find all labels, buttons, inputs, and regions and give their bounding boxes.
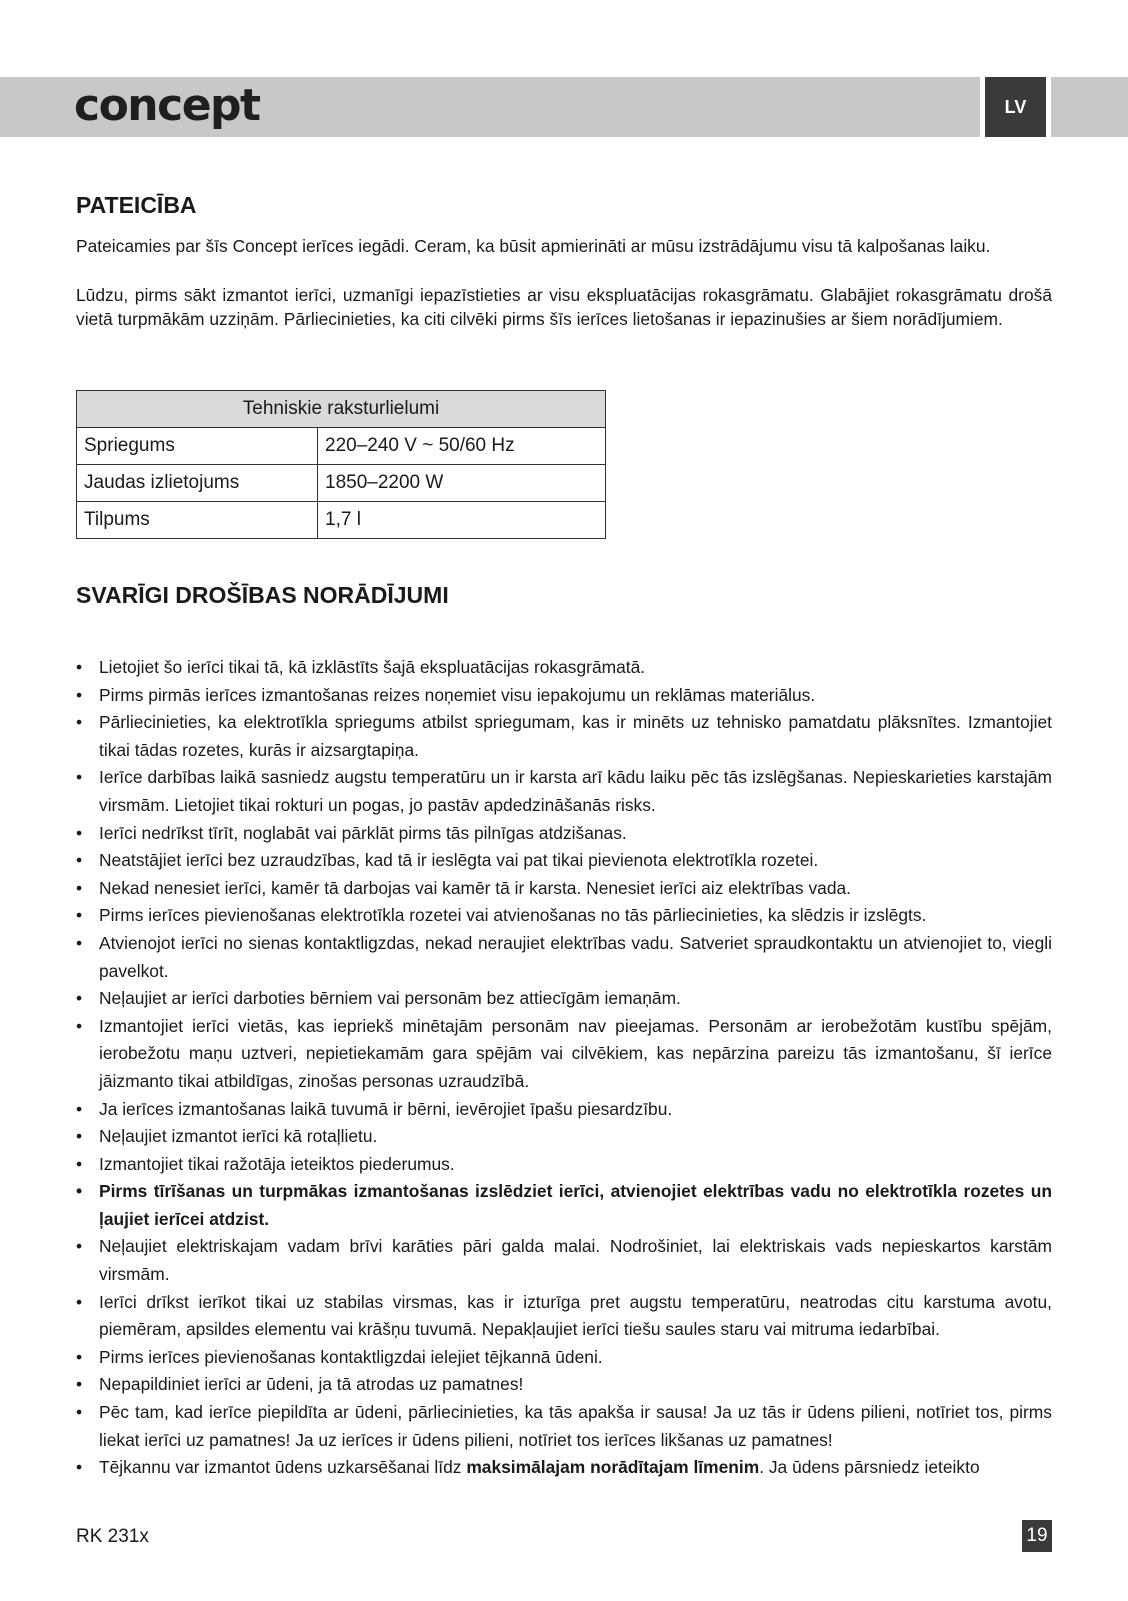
list-item: • Neļaujiet ar ierīci darboties bērniem vai personām bez attiecīgām iemaņām. <box>76 985 1052 1013</box>
list-item: • Pārliecinieties, ka elektrotīkla spriegums atbilst spriegumam, kas ir minēts uz tehnisko pamatdatu plāksnītes. Izmantojiet tikai tādas rozetes, kurās ir aizsargtapiņa. <box>76 709 1052 764</box>
list-item: • Lietojiet šo ierīci tikai tā, kā izklāstīts šajā ekspluatācijas rokasgrāmatā. <box>76 654 1052 682</box>
list-item: • Izmantojiet tikai ražotāja ieteiktos piederumus. <box>76 1151 1052 1179</box>
page-number: 19 <box>1022 1520 1052 1552</box>
list-item: • Ierīci drīkst ierīkot tikai uz stabilas virsmas, kas ir izturīga pret augstu temperatūru, neatrodas citu karstuma avotu, piemēram, apsildes elementu vai krāšņu tuvumā. Nepakļaujiet ierīci tiešu saules staru vai mitruma iedarbībai. <box>76 1289 1052 1344</box>
language-badge: LV <box>980 77 1051 137</box>
last-item-bold: maksimālajam norādītajam līmenim <box>466 1457 760 1478</box>
list-item: • Pēc tam, kad ierīce piepildīta ar ūdeni, pārliecinieties, ka tās apakša ir sausa! Ja uz tās ir ūdens pilieni, notīriet tos, pirms liekat ierīci uz pamatnes! Ja uz ierīces ir ūdens pilieni, notīriet tos ierīces likšanas uz pamatnes! <box>76 1399 1052 1454</box>
list-item-last <box>76 1454 1052 1482</box>
thanks-paragraph-1: Pateicamies par šīs Concept ierīces iegādi. Ceram, ka būsit apmierināti ar mūsu izstrādājumu visu tā kalpošanas laiku. <box>76 236 991 256</box>
list-item: • Ierīci nedrīkst tīrīt, noglabāt vai pārklāt pirms tās pilnīgas atdzišanas. <box>76 820 1052 848</box>
list-item: • Ierīce darbības laikā sasniedz augstu temperatūru un ir karsta arī kādu laiku pēc tās izslēgšanas. Nepieskarieties karstajām virsmām. Lietojiet tikai rokturi un pogas, jo pastāv apdedzināšanās risks. <box>76 764 1052 819</box>
thanks-section <box>76 192 1052 219</box>
safety-section <box>76 582 1052 609</box>
thanks-p1-wrap <box>76 234 1052 258</box>
concept-logo: concept <box>74 80 260 131</box>
list-item-bold: • Pirms tīrīšanas un turpmākas izmantošanas izslēdziet ierīci, atvienojiet elektrības vadu no elektrotīkla rozetes un ļaujiet ierīcei atdzist. <box>76 1178 1052 1233</box>
table-row <box>77 428 606 465</box>
list-item: • Nepapildiniet ierīci ar ūdeni, ja tā atrodas uz pamatnes! <box>76 1371 1052 1399</box>
spec-value: 220–240 V ~ 50/60 Hz <box>318 428 606 465</box>
spec-label: Spriegums <box>77 428 318 465</box>
table-row <box>77 465 606 502</box>
list-item: • Ja ierīces izmantošanas laikā tuvumā ir bērni, ievērojiet īpašu piesardzību. <box>76 1096 1052 1124</box>
safety-list <box>76 654 1052 1482</box>
last-item-end: . Ja ūdens pārsniedz ieteikto <box>759 1457 980 1478</box>
list-item: • Pirms ierīces pievienošanas kontaktligzdai ielejiet tējkannā ūdeni. <box>76 1344 1052 1372</box>
list-item: • Neatstājiet ierīci bez uzraudzības, kad tā ir ieslēgta vai pat tikai pievienota elektrotīkla rozetei. <box>76 847 1052 875</box>
specs-table-header: Tehniskie raksturlielumi <box>77 391 606 428</box>
list-item: • Pirms ierīces pievienošanas elektrotīkla rozetei vai atvienošanas no tās pārliecinieties, ka slēdzis ir izslēgts. <box>76 902 1052 930</box>
list-item: • Nekad nenesiet ierīci, kamēr tā darbojas vai kamēr tā ir karsta. Nenesiet ierīci aiz elektrības vada. <box>76 875 1052 903</box>
spec-label: Jaudas izlietojums <box>77 465 318 502</box>
spec-value: 1,7 l <box>318 502 606 539</box>
thanks-p2-wrap <box>76 283 1052 331</box>
list-item: • Pirms pirmās ierīces izmantošanas reizes noņemiet visu iepakojumu un reklāmas materiālus. <box>76 682 1052 710</box>
list-item: • Neļaujiet izmantot ierīci kā rotaļlietu. <box>76 1123 1052 1151</box>
thanks-paragraph-2: Lūdzu, pirms sākt izmantot ierīci, uzmanīgi iepazīstieties ar visu ekspluatācijas rokasgrāmatu. Glabājiet rokasgrāmatu drošā vietā turpmākām uzziņām. Pārliecinieties, ka citi cilvēki pirms šīs ierīces lietošanas ir iepazinušies ar šiem norādījumiem. <box>76 285 1052 329</box>
spec-label: Tilpums <box>77 502 318 539</box>
table-row <box>77 502 606 539</box>
model-number: RK 231x <box>76 1526 149 1547</box>
spec-value: 1850–2200 W <box>318 465 606 502</box>
specs-table <box>76 390 606 539</box>
safety-title: SVARĪGI DROŠĪBAS NORĀDĪJUMI <box>76 582 449 608</box>
list-item: • Atvienojot ierīci no sienas kontaktligzdas, nekad neraujiet elektrības vadu. Satveriet spraudkontaktu un atvienojiet to, viegli pavelkot. <box>76 930 1052 985</box>
thanks-title: PATEICĪBA <box>76 192 197 218</box>
list-item: • Izmantojiet ierīci vietās, kas iepriekš minētajām personām nav pieejamas. Personām ar ierobežotām kustību spējām, ierobežotu maņu uztveri, nepietiekamām gara spējām vai cilvēkiem, kas nepārzina pareizu tās izmantošanu, šī ierīce jāizmanto tikai atbildīgas, zinošas personas uzraudzībā. <box>76 1013 1052 1096</box>
last-item-start: Tējkannu var izmantot ūdens uzkarsēšanai līdz <box>99 1457 467 1478</box>
list-item: • Neļaujiet elektriskajam vadam brīvi karāties pāri galda malai. Nodrošiniet, lai elektriskais vads nepieskartos karstām virsmām. <box>76 1233 1052 1288</box>
